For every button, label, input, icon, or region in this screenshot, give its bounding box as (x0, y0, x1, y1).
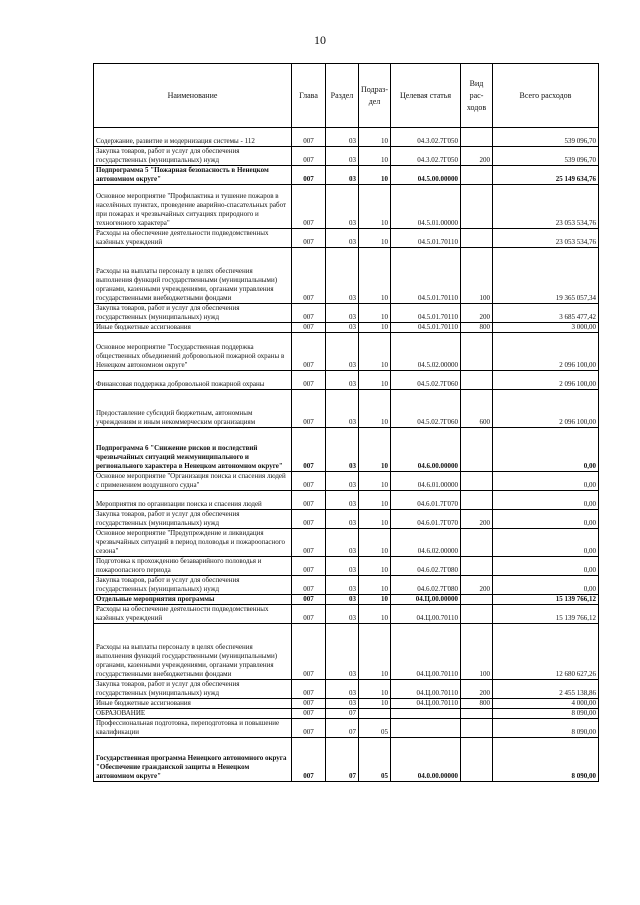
cell-glava: 007 (292, 166, 326, 185)
cell-expense-type: 600 (461, 390, 493, 428)
cell-razdel: 03 (326, 624, 359, 680)
cell-total: 0,00 (493, 472, 599, 491)
cell-target-article: 04.6.02.00000 (391, 529, 461, 557)
cell-podrazdel: 10 (359, 323, 391, 333)
cell-total: 0,00 (493, 491, 599, 510)
cell-expense-type (461, 166, 493, 185)
cell-total: 2 096 100,00 (493, 371, 599, 390)
header-glava: Глава (292, 64, 326, 128)
header-razdel: Раздел (326, 64, 359, 128)
cell-glava: 007 (292, 428, 326, 472)
cell-expense-type (461, 529, 493, 557)
cell-total: 8 090,00 (493, 738, 599, 782)
table-row (94, 323, 599, 333)
cell-target-article (391, 709, 461, 719)
cell-name: Основное мероприятие "Предупреждение и ликвидация чрезвычайных ситуаций в период половодья и пожароопасного сезона" (94, 529, 292, 557)
cell-target-article: 04.5.00.00000 (391, 166, 461, 185)
cell-glava: 007 (292, 510, 326, 529)
cell-podrazdel: 10 (359, 128, 391, 147)
table-row (94, 248, 599, 304)
cell-podrazdel: 10 (359, 680, 391, 699)
cell-total: 8 090,00 (493, 719, 599, 738)
cell-total: 15 139 766,12 (493, 605, 599, 624)
cell-glava: 007 (292, 128, 326, 147)
cell-podrazdel: 10 (359, 605, 391, 624)
table-row (94, 304, 599, 323)
table-row (94, 390, 599, 428)
cell-expense-type: 100 (461, 248, 493, 304)
cell-razdel: 03 (326, 390, 359, 428)
cell-expense-type (461, 371, 493, 390)
table-row (94, 576, 599, 595)
cell-glava: 007 (292, 738, 326, 782)
cell-glava: 007 (292, 624, 326, 680)
cell-name: Иные бюджетные ассигнования (94, 699, 292, 709)
cell-podrazdel: 10 (359, 333, 391, 371)
header-total: Всего расходов (493, 64, 599, 128)
cell-name: Основное мероприятие "Государственная поддержка общественных объединений добровольной пожарной охраны в Ненецком автономном округе" (94, 333, 292, 371)
cell-glava: 007 (292, 595, 326, 605)
cell-total: 19 365 057,34 (493, 248, 599, 304)
cell-glava: 007 (292, 390, 326, 428)
cell-target-article: 04.Ц.00.70110 (391, 624, 461, 680)
cell-expense-type (461, 333, 493, 371)
cell-target-article: 04.6.01.7Г070 (391, 510, 461, 529)
cell-glava: 007 (292, 605, 326, 624)
cell-podrazdel: 10 (359, 390, 391, 428)
cell-total: 0,00 (493, 529, 599, 557)
cell-target-article: 04.Ц.00.70110 (391, 699, 461, 709)
cell-expense-type: 200 (461, 576, 493, 595)
cell-name: Профессиональная подготовка, переподготовка и повышение квалификации (94, 719, 292, 738)
table-row (94, 147, 599, 166)
cell-name: Отдельные мероприятия программы (94, 595, 292, 605)
table-row (94, 557, 599, 576)
cell-total: 3 685 477,42 (493, 304, 599, 323)
cell-total: 3 000,00 (493, 323, 599, 333)
cell-razdel: 03 (326, 428, 359, 472)
cell-name: Мероприятия по организации поиска и спасения людей (94, 491, 292, 510)
cell-razdel: 03 (326, 147, 359, 166)
cell-expense-type: 200 (461, 680, 493, 699)
cell-podrazdel: 10 (359, 595, 391, 605)
cell-total: 25 149 634,76 (493, 166, 599, 185)
table-row (94, 595, 599, 605)
cell-podrazdel: 10 (359, 166, 391, 185)
cell-expense-type: 200 (461, 147, 493, 166)
header-podrazdel: Подраз- дел (359, 64, 391, 128)
cell-razdel: 03 (326, 128, 359, 147)
cell-target-article: 04.0.00.00000 (391, 738, 461, 782)
cell-name: Закупка товаров, работ и услуг для обеспечения государственных (муниципальных) нужд (94, 680, 292, 699)
table-row (94, 128, 599, 147)
cell-glava: 007 (292, 719, 326, 738)
cell-glava: 007 (292, 248, 326, 304)
cell-name: ОБРАЗОВАНИЕ (94, 709, 292, 719)
cell-total: 2 096 100,00 (493, 333, 599, 371)
table-row (94, 624, 599, 680)
cell-razdel: 03 (326, 680, 359, 699)
table-row (94, 472, 599, 491)
cell-expense-type (461, 472, 493, 491)
header-expense-type: Вид рас- ходов (461, 64, 493, 128)
cell-name: Расходы на выплаты персоналу в целях обеспечения выполнения функций государственными (муниципальными) органами, казенными учреждениями, органами управления государственными внебюджетными фондами (94, 624, 292, 680)
cell-glava: 007 (292, 323, 326, 333)
cell-total: 539 096,70 (493, 128, 599, 147)
cell-expense-type: 200 (461, 304, 493, 323)
cell-target-article: 04.6.02.7Г080 (391, 576, 461, 595)
cell-razdel: 03 (326, 304, 359, 323)
cell-podrazdel: 10 (359, 248, 391, 304)
cell-name: Закупка товаров, работ и услуг для обеспечения государственных (муниципальных) нужд (94, 576, 292, 595)
header-name: Наименование (94, 64, 292, 128)
cell-total: 23 053 534,76 (493, 229, 599, 248)
cell-glava: 007 (292, 371, 326, 390)
cell-razdel: 03 (326, 371, 359, 390)
cell-target-article: 04.5.02.7Г060 (391, 390, 461, 428)
cell-target-article: 04.5.02.00000 (391, 333, 461, 371)
cell-glava: 007 (292, 709, 326, 719)
cell-name: Подпрограмма 5 "Пожарная безопасность в Ненецком автономном округе" (94, 166, 292, 185)
table-row (94, 680, 599, 699)
cell-target-article: 04.5.01.70110 (391, 248, 461, 304)
cell-target-article: 04.5.02.7Г060 (391, 371, 461, 390)
table-row (94, 371, 599, 390)
cell-total: 23 053 534,76 (493, 185, 599, 229)
cell-glava: 007 (292, 699, 326, 709)
cell-razdel: 03 (326, 472, 359, 491)
cell-podrazdel: 10 (359, 624, 391, 680)
cell-expense-type (461, 128, 493, 147)
cell-target-article: 04.6.00.00000 (391, 428, 461, 472)
cell-razdel: 03 (326, 185, 359, 229)
cell-glava: 007 (292, 304, 326, 323)
cell-expense-type (461, 557, 493, 576)
cell-razdel: 03 (326, 576, 359, 595)
cell-glava: 007 (292, 529, 326, 557)
cell-target-article: 04.5.01.70110 (391, 229, 461, 248)
cell-podrazdel: 10 (359, 371, 391, 390)
cell-total: 12 680 627,26 (493, 624, 599, 680)
cell-target-article: 04.5.01.70110 (391, 304, 461, 323)
cell-glava: 007 (292, 680, 326, 699)
cell-podrazdel: 05 (359, 719, 391, 738)
cell-razdel: 03 (326, 510, 359, 529)
cell-razdel: 03 (326, 323, 359, 333)
cell-name: Расходы на обеспечение деятельности подведомственных казённых учреждений (94, 605, 292, 624)
cell-podrazdel: 10 (359, 229, 391, 248)
cell-podrazdel: 10 (359, 147, 391, 166)
cell-target-article (391, 719, 461, 738)
cell-total: 4 000,00 (493, 699, 599, 709)
table-body (94, 128, 599, 782)
cell-razdel: 03 (326, 248, 359, 304)
table-row (94, 709, 599, 719)
table-row (94, 166, 599, 185)
cell-glava: 007 (292, 185, 326, 229)
cell-glava: 007 (292, 147, 326, 166)
cell-total: 2 455 138,86 (493, 680, 599, 699)
cell-total: 8 090,00 (493, 709, 599, 719)
cell-glava: 007 (292, 229, 326, 248)
cell-glava: 007 (292, 576, 326, 595)
cell-name: Предоставление субсидий бюджетным, автономным учреждениям и иным некоммерческим организациям (94, 390, 292, 428)
table-row (94, 185, 599, 229)
cell-podrazdel (359, 709, 391, 719)
cell-target-article: 04.6.02.7Г080 (391, 557, 461, 576)
cell-target-article: 04.6.01.7Г070 (391, 491, 461, 510)
cell-name: Расходы на выплаты персоналу в целях обеспечения выполнения функций государственными (муниципальными) органами, казенными учреждениями, органами управления государственными внебюджетными фондами (94, 248, 292, 304)
header-target-article: Целевая статья (391, 64, 461, 128)
cell-total: 2 096 100,00 (493, 390, 599, 428)
cell-name: Закупка товаров, работ и услуг для обеспечения государственных (муниципальных) нужд (94, 510, 292, 529)
cell-name: Расходы на обеспечение деятельности подведомственных казённых учреждений (94, 229, 292, 248)
cell-podrazdel: 10 (359, 491, 391, 510)
budget-table (93, 63, 599, 782)
cell-expense-type (461, 719, 493, 738)
cell-name: Подпрограмма 6 "Снижение рисков и последствий чрезвычайных ситуаций межмуниципального и регионального характера в Ненецком автономном округе" (94, 428, 292, 472)
cell-name: Иные бюджетные ассигнования (94, 323, 292, 333)
cell-target-article: 04.Ц.00.70110 (391, 680, 461, 699)
cell-podrazdel: 10 (359, 576, 391, 595)
cell-name: Основное мероприятие "Профилактика и тушение пожаров в населённых пунктах, проведение аварийно-спасательных работ при пожарах и чрезвычайных ситуациях природного и техногенного характера" (94, 185, 292, 229)
cell-razdel: 03 (326, 557, 359, 576)
table-row (94, 605, 599, 624)
cell-expense-type: 800 (461, 699, 493, 709)
cell-glava: 007 (292, 491, 326, 510)
cell-target-article: 04.5.01.00000 (391, 185, 461, 229)
cell-target-article: 04.6.01.00000 (391, 472, 461, 491)
cell-glava: 007 (292, 472, 326, 491)
cell-razdel: 07 (326, 709, 359, 719)
page-number: 10 (314, 33, 326, 47)
cell-razdel: 07 (326, 719, 359, 738)
cell-podrazdel: 10 (359, 510, 391, 529)
cell-name: Закупка товаров, работ и услуг для обеспечения государственных (муниципальных) нужд (94, 147, 292, 166)
cell-target-article: 04.5.01.70110 (391, 323, 461, 333)
cell-name: Основное мероприятие "Организация поиска и спасения людей с применением воздушного судна" (94, 472, 292, 491)
cell-podrazdel: 10 (359, 428, 391, 472)
table-row (94, 229, 599, 248)
cell-podrazdel: 10 (359, 699, 391, 709)
table-row (94, 333, 599, 371)
table-row (94, 529, 599, 557)
cell-name: Подготовка к прохождению безаварийного половодья и пожароопасного периода (94, 557, 292, 576)
table-row (94, 510, 599, 529)
cell-razdel: 03 (326, 699, 359, 709)
cell-expense-type (461, 185, 493, 229)
cell-total: 539 096,70 (493, 147, 599, 166)
cell-name: Финансовая поддержка добровольной пожарной охраны (94, 371, 292, 390)
cell-razdel: 03 (326, 605, 359, 624)
cell-razdel: 03 (326, 333, 359, 371)
cell-podrazdel: 10 (359, 529, 391, 557)
cell-expense-type (461, 738, 493, 782)
cell-glava: 007 (292, 333, 326, 371)
table-row (94, 699, 599, 709)
cell-total: 15 139 766,12 (493, 595, 599, 605)
cell-expense-type: 200 (461, 510, 493, 529)
cell-podrazdel: 10 (359, 472, 391, 491)
cell-target-article: 04.Ц.00.00000 (391, 595, 461, 605)
cell-expense-type (461, 229, 493, 248)
cell-expense-type: 100 (461, 624, 493, 680)
table-row (94, 738, 599, 782)
table-header-row (94, 64, 599, 128)
cell-total: 0,00 (493, 576, 599, 595)
cell-podrazdel: 05 (359, 738, 391, 782)
cell-podrazdel: 10 (359, 185, 391, 229)
cell-target-article: 04.3.02.7Г050 (391, 147, 461, 166)
cell-razdel: 03 (326, 529, 359, 557)
cell-total: 0,00 (493, 428, 599, 472)
cell-name: Закупка товаров, работ и услуг для обеспечения государственных (муниципальных) нужд (94, 304, 292, 323)
cell-target-article: 04.Ц.00.70110 (391, 605, 461, 624)
cell-expense-type: 800 (461, 323, 493, 333)
table-row (94, 719, 599, 738)
cell-name: Государственная программа Ненецкого автономного округа "Обеспечение гражданской защиты в Ненецком автономном округе" (94, 738, 292, 782)
cell-podrazdel: 10 (359, 304, 391, 323)
cell-razdel: 03 (326, 229, 359, 248)
cell-name: Содержание, развитие и модернизация системы - 112 (94, 128, 292, 147)
cell-expense-type (461, 605, 493, 624)
cell-total: 0,00 (493, 510, 599, 529)
cell-expense-type (461, 428, 493, 472)
cell-expense-type (461, 709, 493, 719)
cell-razdel: 03 (326, 491, 359, 510)
cell-razdel: 07 (326, 738, 359, 782)
table-row (94, 428, 599, 472)
cell-podrazdel: 10 (359, 557, 391, 576)
cell-total: 0,00 (493, 557, 599, 576)
cell-target-article: 04.3.02.7Г050 (391, 128, 461, 147)
cell-expense-type (461, 491, 493, 510)
table-row (94, 491, 599, 510)
cell-razdel: 03 (326, 166, 359, 185)
cell-glava: 007 (292, 557, 326, 576)
cell-expense-type (461, 595, 493, 605)
cell-razdel: 03 (326, 595, 359, 605)
